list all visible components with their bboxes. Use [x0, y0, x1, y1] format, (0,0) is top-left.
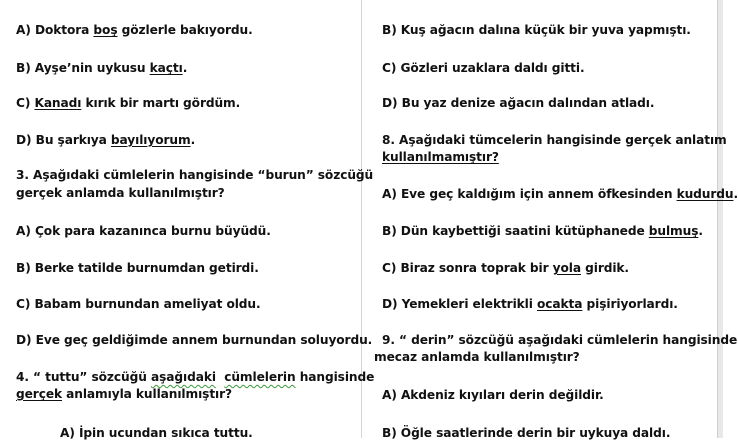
- option-a-doktora: [16, 22, 253, 38]
- text: anlamıyla kullanılmıştır?: [62, 387, 233, 401]
- underlined-word: Kanadı: [34, 96, 82, 110]
- q9-option-b: B) Öğle saatlerinde derin bir uykuya daldı.: [382, 426, 671, 440]
- text: hangisinde: [295, 370, 375, 384]
- underlined-word: boş: [93, 23, 118, 37]
- q3-option-c: C) Babam burnundan ameliyat oldu.: [16, 297, 261, 311]
- q8-option-d: [382, 296, 678, 312]
- text: .: [190, 133, 196, 147]
- question-9-line-2: mecaz anlamda kullanılmıştır?: [374, 350, 580, 364]
- underlined-word: kudurdu: [676, 187, 734, 201]
- q3-option-a: A) Çok para kazanınca burnu büyüdü.: [16, 224, 271, 238]
- text: D) Bu şarkıya: [16, 133, 111, 147]
- underlined-word: bulmuş: [648, 224, 699, 238]
- underlined-word: yola: [552, 261, 581, 275]
- text: [216, 370, 224, 384]
- text: .: [182, 61, 188, 75]
- option-b-kus: B) Kuş ağacın dalına küçük bir yuva yapmıştı.: [382, 23, 691, 37]
- text: .: [698, 224, 703, 238]
- wavy-underlined-word: aşağıdaki: [150, 370, 216, 384]
- text: .: [733, 187, 738, 201]
- q9-option-a: A) Akdeniz kıyıları derin değildir.: [382, 388, 604, 402]
- question-4-line-1: [16, 369, 374, 385]
- q8-option-a: [382, 186, 738, 202]
- option-b-ayse: [16, 60, 187, 76]
- question-8-line-2: [382, 149, 499, 165]
- question-8-line-1: 8. Aşağıdaki tümcelerin hangisinde gerçek anlatım: [382, 133, 727, 147]
- q4-option-a: A) İpin ucundan sıkıca tuttu.: [60, 426, 253, 440]
- text: gözlerle bakıyordu.: [117, 23, 253, 37]
- text: A) Doktora: [16, 23, 94, 37]
- underlined-word: kaçtı: [149, 61, 183, 75]
- text: C) Biraz sonra toprak bir: [382, 261, 553, 275]
- option-d-deniz: D) Bu yaz denize ağacın dalından atladı.: [382, 96, 655, 110]
- question-4-line-2: [16, 386, 232, 402]
- option-c-kanadi: [16, 95, 240, 111]
- underlined-word: ocakta: [536, 297, 583, 311]
- text: B) Ayşe’nin uykusu: [16, 61, 150, 75]
- text: girdik.: [580, 261, 629, 275]
- text: D) Yemekleri elektrikli: [382, 297, 537, 311]
- underlined-word: kullanılmamıştır?: [382, 150, 499, 164]
- underlined-word: gerçek: [16, 387, 62, 401]
- option-c-gozleri: C) Gözleri uzaklara daldı gitti.: [382, 61, 585, 75]
- question-3-line-2: gerçek anlamda kullanılmıştır?: [16, 186, 225, 200]
- q3-option-b: B) Berke tatilde burnumdan getirdi.: [16, 261, 259, 275]
- text: pişiriyorlardı.: [582, 297, 678, 311]
- text: C): [16, 96, 35, 110]
- text: 4. “ tuttu” sözcüğü: [16, 370, 151, 384]
- q8-option-b: [382, 223, 703, 239]
- question-3-line-1: 3. Aşağıdaki cümlelerin hangisinde “burun” sözcüğü: [16, 168, 374, 182]
- question-9-line-1: 9. “ derin” sözcüğü aşağıdaki cümlelerin hangisinde: [382, 333, 738, 347]
- text: kırık bir martı gördüm.: [81, 96, 241, 110]
- text: B) Dün kaybettiği saatini kütüphanede: [382, 224, 649, 238]
- underlined-word: bayılıyorum: [110, 133, 191, 147]
- option-d-sarki: [16, 132, 195, 148]
- page-edge: [717, 0, 723, 438]
- wavy-underlined-word: cümlelerin: [224, 370, 296, 384]
- q3-option-d: D) Eve geç geldiğimde annem burnundan soluyordu.: [16, 333, 373, 347]
- text: A) Eve geç kaldığım için annem öfkesinden: [382, 187, 677, 201]
- q8-option-c: [382, 260, 629, 276]
